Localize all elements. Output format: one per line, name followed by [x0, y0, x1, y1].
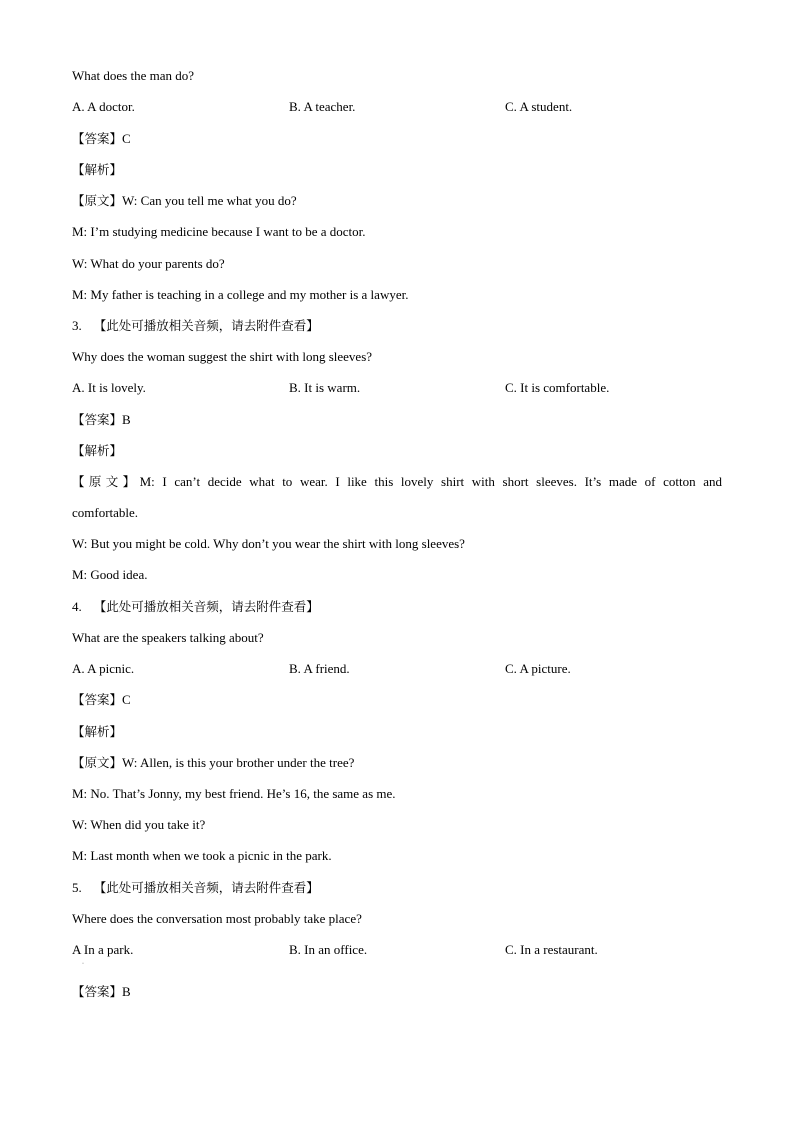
q2-answer-value: C	[122, 131, 131, 146]
q2-transcript-3: W: What do your parents do?	[72, 256, 225, 271]
audio-note: 【此处可播放相关音频，请去附件查看】	[93, 599, 319, 614]
analysis-tag: 【解析】	[72, 724, 123, 739]
q5-question: Where does the conversation most probably take place?	[72, 911, 362, 926]
q2-analysis	[72, 161, 122, 179]
q3-transcript-1	[72, 473, 722, 491]
q2-option-a: A. A doctor.	[72, 99, 135, 114]
audio-note: 【此处可播放相关音频，请去附件查看】	[93, 880, 319, 895]
q3-question: Why does the woman suggest the shirt with long sleeves?	[72, 349, 373, 364]
q2-transcript-1	[72, 192, 297, 210]
q3-number: 3.	[72, 318, 82, 333]
q4-transcript-1	[72, 754, 354, 772]
q3-answer	[72, 411, 131, 429]
q3-option-a: A. It is lovely.	[72, 380, 146, 395]
answer-tag: 【答案】	[72, 984, 123, 999]
q4-transcript-text: W: Allen, is this your brother under the tree?	[122, 755, 355, 770]
original-tag: 【原文】	[72, 193, 123, 208]
answer-tag: 【答案】	[72, 131, 123, 146]
audio-note: 【此处可播放相关音频，请去附件查看】	[93, 318, 319, 333]
q5-header	[72, 879, 319, 897]
q4-transcript-2: M: No. That’s Jonny, my best friend. He’s 16, the same as me.	[72, 786, 396, 801]
q2-transcript-text: W: Can you tell me what you do?	[122, 193, 297, 208]
q2-option-c: C. A student.	[505, 99, 573, 114]
q3-answer-value: B	[122, 412, 131, 427]
q2-transcript-4: M: My father is teaching in a college and my mother is a lawyer.	[72, 287, 409, 302]
answer-tag: 【答案】	[72, 412, 123, 427]
stray-dot: ·	[82, 961, 84, 967]
q4-transcript-3: W: When did you take it?	[72, 817, 206, 832]
q3-transcript-text: M: I can’t decide what to wear. I like this lovely shirt with short sleeves. It’s made of cotton and	[139, 474, 722, 489]
q4-option-a: A. A picnic.	[72, 661, 135, 676]
q4-number: 4.	[72, 599, 82, 614]
q5-number: 5.	[72, 880, 82, 895]
q5-option-c: C. In a restaurant.	[505, 942, 598, 957]
q2-transcript-2: M: I’m studying medicine because I want to be a doctor.	[72, 224, 366, 239]
original-tag: 【原文】	[72, 755, 123, 770]
analysis-tag: 【解析】	[72, 443, 123, 458]
q4-analysis	[72, 723, 122, 741]
q2-option-b: B. A teacher.	[289, 99, 356, 114]
q4-transcript-4: M: Last month when we took a picnic in the park.	[72, 848, 332, 863]
original-tag: 【原文】	[72, 474, 140, 489]
q3-header	[72, 317, 319, 335]
q4-answer-value: C	[122, 692, 131, 707]
q4-option-b: B. A friend.	[289, 661, 350, 676]
analysis-tag: 【解析】	[72, 162, 123, 177]
q5-answer	[72, 983, 131, 1001]
q4-question: What are the speakers talking about?	[72, 630, 264, 645]
q4-option-c: C. A picture.	[505, 661, 571, 676]
q2-question: What does the man do?	[72, 68, 195, 83]
q5-answer-value: B	[122, 984, 131, 999]
q3-transcript-3: W: But you might be cold. Why don’t you wear the shirt with long sleeves?	[72, 536, 465, 551]
q5-option-b: B. In an office.	[289, 942, 368, 957]
q3-option-c: C. It is comfortable.	[505, 380, 610, 395]
answer-tag: 【答案】	[72, 692, 123, 707]
q5-option-a: A In a park.	[72, 942, 134, 957]
q4-header	[72, 598, 319, 616]
q3-transcript-4: M: Good idea.	[72, 567, 148, 582]
q3-transcript-2: comfortable.	[72, 505, 139, 520]
q2-answer	[72, 130, 131, 148]
q4-answer	[72, 691, 131, 709]
q3-option-b: B. It is warm.	[289, 380, 361, 395]
q3-analysis	[72, 442, 122, 460]
